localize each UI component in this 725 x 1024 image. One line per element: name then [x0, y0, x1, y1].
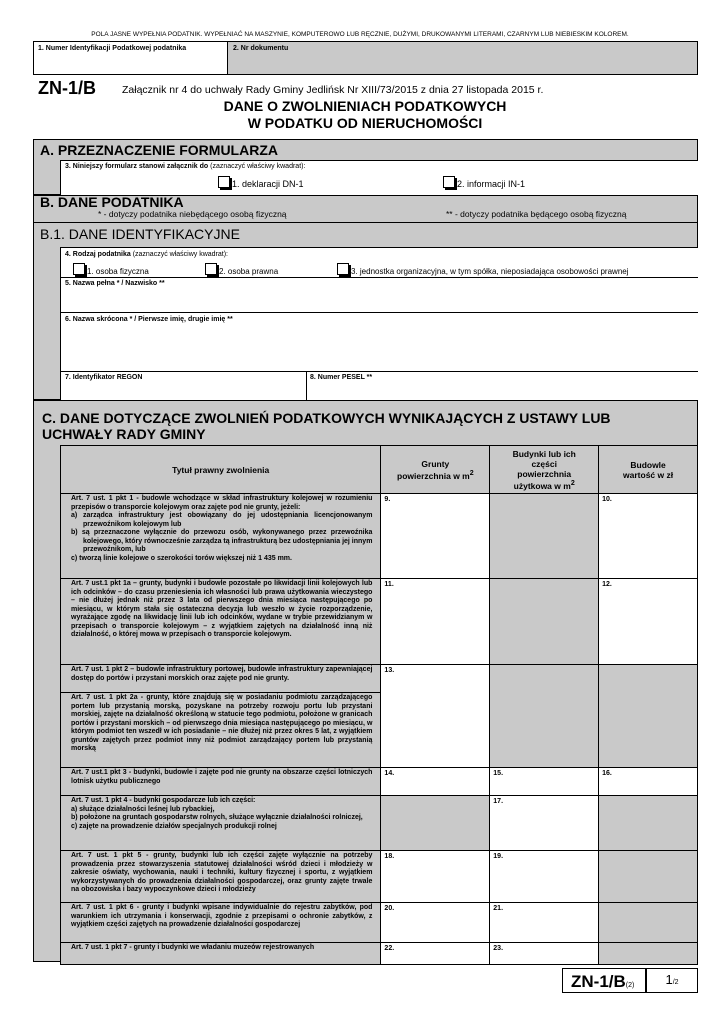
note-legal-person: * - dotyczy podatnika niebędącego osobą fizyczną: [98, 209, 287, 219]
row-title: Art. 7 ust. 1 pkt 4 - budynki gospodarcze lub ich części: a) służące działalności leśnej lub rybackiej, b) położone na gruntach gospodarstw rolnych, służące wyłącznie działalności rolniczej, c) zajęte na prowadzenie działów specjalnych produkcji rolnej: [61, 796, 381, 851]
table-row: [61, 796, 698, 851]
top-notice: POLA JASNE WYPEŁNIA PODATNIK. WYPEŁNIAĆ NA MASZYNIE, KOMPUTEROWO LUB RĘCZNIE, DUŻYMI, DRUKOWANYMI LITERAMI, CZARNYM LUB NIEBIESKIM KOLOREM.: [91, 31, 629, 38]
full-name-field[interactable]: [60, 277, 698, 312]
row-title: Art. 7 ust. 1 pkt 1 - budowle wchodzące w skład infrastruktury kolejowej w rozumieniu przepisów o transporcie kolejowym oraz zajęte pod nie grunty, jeżeli: a) zarządca infrastruktury jest obowiązany do jej udostępniania licencjonowanym przewoźnikom kolejowym lub b) są przeznaczone wyłącznie do przewozu osób, wykonywanego przez przewoźnika kolejowego, który równocześnie zarządza tą infrastrukturą bez udostępniania jej innym przewoźnikom, lub c) tworzą linie kolejowe o szerokości torów większej niż 1 435 mm.: [61, 494, 381, 579]
pesel-field[interactable]: [307, 371, 698, 400]
field-18[interactable]: 18.: [381, 851, 490, 903]
row-title: Art. 7 ust.1 pkt 1a – grunty, budynki i budowle pozostałe po likwidacji linii kolejowych lub ich odcinków – do czasu przeniesienia ich własności lub prawa użytkowania wieczystego – nie dłużej jednak niż przez 3 lata od pierwszego dnia miesiąca następującego po miesiącu, w którym stała się ostateczna decyzja lub weszło w życie rozporządzenie, wyrażające zgodę na likwidację linii lub ich odcinków, wydane w trybie przewidzianym w przepisach o transporcie kolejowym – z wyjątkiem zajętych na działalność inną niż działalność, o której mowa w przepisach o transporcie kolejowym.: [61, 579, 381, 665]
nip-label: 1. Numer Identyfikacji Podatkowej podatnika: [38, 45, 187, 52]
field-22[interactable]: 22.: [381, 943, 490, 965]
row-title: Art. 7 ust. 1 pkt 7 - grunty i budynki we władaniu muzeów rejestrowanych: [61, 943, 381, 965]
document-number-label: 2. Nr dokumentu: [233, 45, 289, 52]
row-title: Art. 7 ust. 1 pkt 2 – budowle infrastruktury portowej, budowle infrastruktury zapewniającej dostęp do portów i przystani morskich oraz zajęte pod nie grunty.: [61, 665, 381, 693]
checkbox-icon[interactable]: [218, 176, 230, 188]
section-c-title-line-1: C. DANE DOTYCZĄCE ZWOLNIEŃ PODATKOWYCH WYNIKAJĄCYCH Z USTAWY LUB: [42, 410, 611, 426]
nip-field[interactable]: [34, 42, 228, 74]
empty-cell: [599, 903, 698, 943]
full-name-label: 5. Nazwa pełna * / Nazwisko **: [65, 280, 165, 287]
row-title: Art. 7 ust. 1 pkt 5 - grunty, budynki lub ich części zajęte wyłącznie na potrzeby prowadzenia przez stowarzyszenia statutowej działalności wśród dzieci i młodzieży w zakresie oświaty, wychowania, nauki i techniki, kultury fizycznej i sportu, z wyjątkiem wykorzystywanych do prowadzenia działalności gospodarczej, oraz grunty zajęte trwale na obozowiska i bazy wypoczynkowe dzieci i młodzieży: [61, 851, 381, 903]
type-legal-person[interactable]: 2. osoba prawna: [205, 263, 278, 276]
note-natural-person: ** - dotyczy podatnika będącego osobą fizyczną: [446, 209, 627, 219]
title-line-1: DANE O ZWOLNIENIACH PODATKOWYCH: [223, 98, 507, 114]
field-21[interactable]: 21.: [490, 903, 599, 943]
purpose-label: 3. Niniejszy formularz stanowi załącznik do (zaznaczyć właściwy kwadrat):: [65, 163, 306, 170]
field-12[interactable]: 12.: [599, 579, 698, 665]
short-name-label: 6. Nazwa skrócona * / Pierwsze imię, drugie imię **: [65, 316, 233, 323]
table-row: [61, 903, 698, 943]
row-title: Art. 7 ust. 1 pkt 6 - grunty i budynki wpisane indywidualnie do rejestru zabytków, pod warunkiem ich utrzymania i konserwacji, zgodnie z przepisami o ochronie zabytków, z wyjątkiem części zajętych na prowadzenie działalności gospodarczej: [61, 903, 381, 943]
empty-cell: [490, 579, 599, 665]
field-20[interactable]: 20.: [381, 903, 490, 943]
field-19[interactable]: 19.: [490, 851, 599, 903]
field-14[interactable]: 14.: [381, 768, 490, 796]
type-organization[interactable]: 3. jednostka organizacyjna, w tym spółka, nieposiadająca osobowości prawnej: [337, 263, 629, 276]
checkbox-icon[interactable]: [73, 263, 85, 275]
field-10[interactable]: 10.: [599, 494, 698, 579]
section-b1-title: B.1. DANE IDENTYFIKACYJNE: [40, 226, 240, 242]
footer-page-number: 1/2: [646, 968, 698, 993]
row-title: Art. 7 ust.1 pkt 3 - budynki, budowle i zajęte pod nie grunty na obszarze części lotniczych lotnisk użytku publicznego: [61, 768, 381, 796]
table-row: [61, 768, 698, 796]
regon-field[interactable]: [60, 371, 307, 400]
empty-cell: [599, 851, 698, 903]
empty-cell: [381, 796, 490, 851]
exemptions-table: [60, 445, 698, 965]
field-11[interactable]: 11.: [381, 579, 490, 665]
section-c-title: [42, 410, 611, 442]
option-in1[interactable]: 2. informacji IN-1: [443, 176, 525, 189]
checkbox-icon[interactable]: [443, 176, 455, 188]
empty-cell: [599, 796, 698, 851]
checkbox-icon[interactable]: [337, 263, 349, 275]
table-row: [61, 579, 698, 665]
field-16[interactable]: 16.: [599, 768, 698, 796]
table-row: [61, 943, 698, 965]
field-15[interactable]: 15.: [490, 768, 599, 796]
option-dn1[interactable]: 1. deklaracji DN-1: [218, 176, 304, 189]
table-row: [61, 665, 698, 693]
footer-form-code: ZN-1/B(2): [562, 968, 646, 993]
b1-divider: [33, 222, 698, 223]
form-code: ZN-1/B: [38, 78, 96, 98]
short-name-field[interactable]: [60, 312, 698, 371]
table-row: [61, 851, 698, 903]
table-row: [61, 494, 698, 579]
section-a-title: A. PRZEZNACZENIE FORMULARZA: [40, 142, 278, 158]
taxpayer-type-label: 4. Rodzaj podatnika (zaznaczyć właściwy kwadrat):: [65, 251, 228, 258]
field-13[interactable]: 13.: [381, 665, 490, 768]
section-c-title-line-2: UCHWAŁY RADY GMINY: [42, 426, 206, 442]
col-budynki-header: Budynki lub ich części powierzchnia użytkowa w $m^2$: [490, 446, 599, 494]
pesel-label: 8. Numer PESEL **: [310, 374, 373, 381]
empty-cell: [599, 943, 698, 965]
form-title: [60, 98, 670, 132]
attachment-note: Załącznik nr 4 do uchwały Rady Gminy Jedlińsk Nr XIII/73/2015 z dnia 27 listopada 2015 r.: [122, 84, 544, 96]
col-budowle-header: Budowle wartość w zł: [599, 446, 698, 494]
field-9[interactable]: 9.: [381, 494, 490, 579]
empty-cell: [599, 665, 698, 768]
empty-cell: [490, 665, 599, 768]
section-b-title: B. DANE PODATNIKA: [40, 194, 184, 210]
type-natural-person[interactable]: 1. osoba fizyczna: [73, 263, 149, 276]
field-17[interactable]: 17.: [490, 796, 599, 851]
field-23[interactable]: 23.: [490, 943, 599, 965]
title-line-2: W PODATKU OD NIERUCHOMOŚCI: [247, 115, 483, 131]
table-header-row: [61, 446, 698, 494]
col-title-header: Tytuł prawny zwolnienia: [61, 446, 381, 494]
empty-cell: [490, 494, 599, 579]
row-title: Art. 7 ust. 1 pkt 2a - grunty, które znajdują się w posiadaniu podmiotu zarządzającego portem lub przystanią morską, pozyskane na potrzeby rozwoju portu lub przystani morskiej, zajęte na działalność określoną w statucie tego podmiotu, położone w granicach portów i przystani morskich – od pierwszego dnia miesiąca następującego po miesiącu, w którym podmiot ten wszedł w ich posiadanie – nie dłużej niż przez okres 5 lat, z wyjątkiem gruntów zajętych przez podmiot inny niż podmiot zarządzający portem lub przystanią morską: [61, 693, 381, 768]
checkbox-icon[interactable]: [205, 263, 217, 275]
col-grunty-header: Grunty powierzchnia w $m^2$: [381, 446, 490, 494]
regon-label: 7. Identyfikator REGON: [65, 374, 143, 381]
